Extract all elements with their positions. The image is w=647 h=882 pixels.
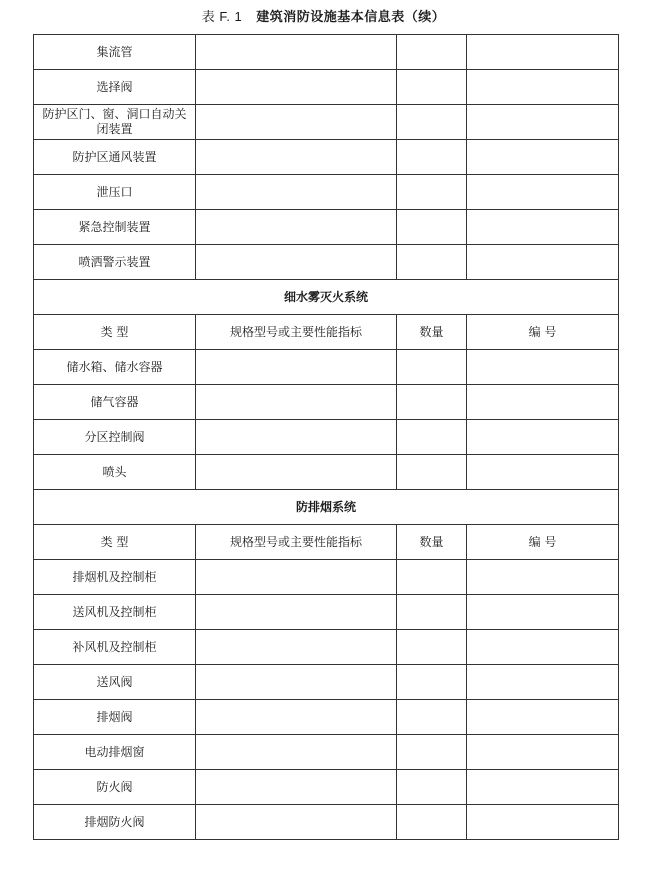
number-cell (467, 140, 619, 175)
spec-cell (196, 700, 397, 735)
number-cell (467, 455, 619, 490)
number-cell (467, 420, 619, 455)
table-row (34, 630, 619, 665)
number-cell (467, 770, 619, 805)
row-type-cell: 集流管 (34, 35, 196, 70)
spec-cell (196, 770, 397, 805)
spec-cell (196, 140, 397, 175)
quantity-cell (397, 630, 467, 665)
quantity-cell (397, 735, 467, 770)
quantity-cell (397, 70, 467, 105)
facility-info-table (33, 34, 619, 840)
number-cell (467, 210, 619, 245)
spec-cell (196, 35, 397, 70)
table-title-text: 建筑消防设施基本信息表（续） (256, 10, 446, 25)
number-cell (467, 700, 619, 735)
spec-cell (196, 560, 397, 595)
row-type-cell: 排烟机及控制柜 (34, 560, 196, 595)
quantity-cell (397, 700, 467, 735)
quantity-cell (397, 350, 467, 385)
table-row (34, 420, 619, 455)
table-row (34, 35, 619, 70)
spec-cell (196, 245, 397, 280)
row-type-cell: 补风机及控制柜 (34, 630, 196, 665)
table-row (34, 735, 619, 770)
number-cell (467, 105, 619, 140)
quantity-cell (397, 140, 467, 175)
quantity-cell (397, 770, 467, 805)
header-number: 编 号 (467, 315, 619, 350)
spec-cell (196, 735, 397, 770)
header-type: 类 型 (34, 315, 196, 350)
table-row (34, 770, 619, 805)
section-row (34, 280, 619, 315)
spec-cell (196, 385, 397, 420)
spec-cell (196, 175, 397, 210)
row-type-cell: 储气容器 (34, 385, 196, 420)
number-cell (467, 735, 619, 770)
spec-cell (196, 105, 397, 140)
row-type-cell: 分区控制阀 (34, 420, 196, 455)
number-cell (467, 805, 619, 840)
spec-cell (196, 455, 397, 490)
table-row (34, 245, 619, 280)
table-row (34, 140, 619, 175)
table-row (34, 175, 619, 210)
table-row (34, 385, 619, 420)
row-type-cell: 送风阀 (34, 665, 196, 700)
header-quantity: 数量 (397, 525, 467, 560)
spec-cell (196, 350, 397, 385)
row-type-cell: 选择阀 (34, 70, 196, 105)
table-row (34, 560, 619, 595)
row-type-cell: 喷洒警示装置 (34, 245, 196, 280)
row-type-cell: 泄压口 (34, 175, 196, 210)
header-spec: 规格型号或主要性能指标 (196, 315, 397, 350)
header-quantity: 数量 (397, 315, 467, 350)
spec-cell (196, 210, 397, 245)
header-spec: 规格型号或主要性能指标 (196, 525, 397, 560)
table-number: 表 F. 1 (201, 9, 243, 24)
table-row (34, 350, 619, 385)
row-type-cell: 防火阀 (34, 770, 196, 805)
number-cell (467, 560, 619, 595)
section-title-water-mist: 细水雾灭火系统 (34, 280, 619, 315)
quantity-cell (397, 595, 467, 630)
quantity-cell (397, 210, 467, 245)
number-cell (467, 245, 619, 280)
spec-cell (196, 805, 397, 840)
number-cell (467, 630, 619, 665)
table-row (34, 595, 619, 630)
number-cell (467, 665, 619, 700)
quantity-cell (397, 175, 467, 210)
quantity-cell (397, 420, 467, 455)
table-title (0, 6, 647, 25)
number-cell (467, 70, 619, 105)
header-number: 编 号 (467, 525, 619, 560)
row-type-cell: 电动排烟窗 (34, 735, 196, 770)
quantity-cell (397, 105, 467, 140)
table-row (34, 665, 619, 700)
row-type-cell: 排烟防火阀 (34, 805, 196, 840)
header-type: 类 型 (34, 525, 196, 560)
header-row (34, 525, 619, 560)
number-cell (467, 595, 619, 630)
section-title-smoke-control: 防排烟系统 (34, 490, 619, 525)
spec-cell (196, 70, 397, 105)
row-type-cell: 紧急控制装置 (34, 210, 196, 245)
spec-cell (196, 630, 397, 665)
quantity-cell (397, 805, 467, 840)
quantity-cell (397, 385, 467, 420)
table-row (34, 805, 619, 840)
spec-cell (196, 665, 397, 700)
row-type-cell: 排烟阀 (34, 700, 196, 735)
number-cell (467, 385, 619, 420)
table-row (34, 105, 619, 140)
section-row (34, 490, 619, 525)
quantity-cell (397, 455, 467, 490)
table-row (34, 210, 619, 245)
row-type-cell: 储水箱、储水容器 (34, 350, 196, 385)
row-type-cell: 喷头 (34, 455, 196, 490)
quantity-cell (397, 245, 467, 280)
number-cell (467, 350, 619, 385)
quantity-cell (397, 560, 467, 595)
table-row (34, 70, 619, 105)
row-type-cell: 防护区通风装置 (34, 140, 196, 175)
number-cell (467, 35, 619, 70)
spec-cell (196, 595, 397, 630)
table-row (34, 700, 619, 735)
spec-cell (196, 420, 397, 455)
row-type-cell: 防护区门、窗、洞口自动关闭装置 (34, 105, 196, 140)
row-type-cell: 送风机及控制柜 (34, 595, 196, 630)
quantity-cell (397, 35, 467, 70)
table-row (34, 455, 619, 490)
header-row (34, 315, 619, 350)
number-cell (467, 175, 619, 210)
quantity-cell (397, 665, 467, 700)
